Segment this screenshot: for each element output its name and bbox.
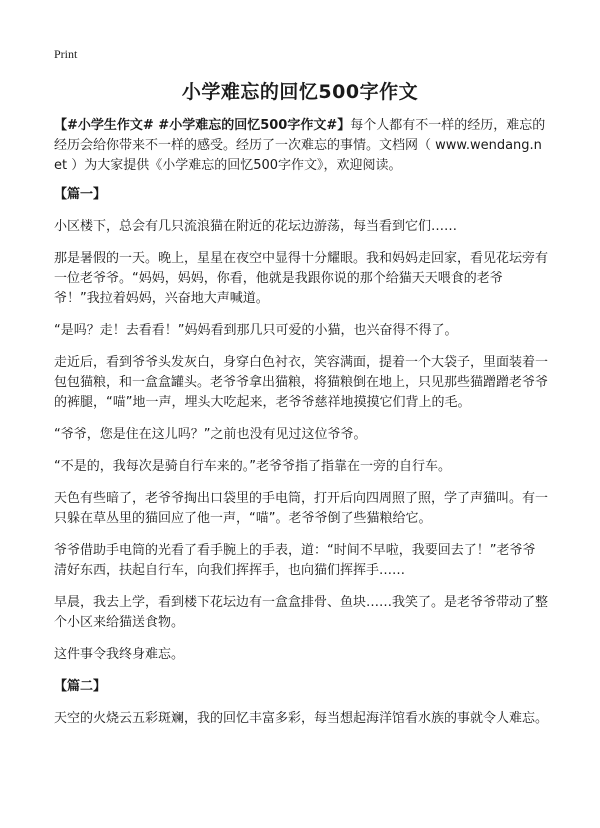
section-heading-1: 【篇一】: [54, 187, 107, 202]
paragraph: “爷爷，您是住在这儿吗？”之前也没有见过这位爷爷。: [54, 427, 367, 442]
print-label[interactable]: Print: [54, 47, 78, 61]
paragraph: 天色有些暗了，老爷爷掏出口袋里的手电筒，打开后向四周照了照，学了声猫叫。有一只躲在草丛里的猫回应了他一声，“喵”。老爷爷倒了些猫粮给它。: [54, 491, 549, 526]
paragraph: “是吗？走！去看看！”妈妈看到那几只可爱的小猫，也兴奋得不得了。: [54, 323, 458, 338]
intro-tags: 【#小学生作文# #小学难忘的回忆500字作文#】: [54, 118, 351, 133]
paragraph: 这件事令我终身难忘。: [54, 647, 185, 662]
article-body: [54, 116, 548, 741]
section-heading-2: 【篇二】: [54, 679, 107, 694]
paragraph: 爷爷借助手电筒的光看了看手腕上的手表，道：“时间不早啦，我要回去了！”老爷爷清好东西，扶起自行车，向我们挥挥手，也向猫们挥挥手……: [54, 543, 536, 578]
intro-paragraph: [54, 116, 548, 176]
page-title: 小学难忘的回忆500字作文: [181, 81, 419, 103]
paragraph: 走近后，看到爷爷头发灰白，身穿白色衬衣，笑容满面，提着一个大袋子，里面装着一包包猫粮，和一盒盒罐头。老爷爷拿出猫粮，将猫粮倒在地上，只见那些猫蹭蹭老爷爷的裤腿，“喵”地一声，埋头大吃起来，老爷爷慈祥地摸摸它们背上的毛。: [54, 355, 549, 410]
paragraph: 那是暑假的一天。晚上，星星在夜空中显得十分耀眼。我和妈妈走回家，看见花坛旁有一位老爷爷。“妈妈，妈妈，你看，他就是我跟你说的那个给猫天天喂食的老爷爷！”我拉着妈妈，兴奋地大声喊道。: [54, 251, 549, 306]
paragraph: 小区楼下，总会有几只流浪猫在附近的花坛边游荡，每当看到它们……: [54, 219, 458, 234]
intro-text: 每个人都有不一样的经历，难忘的经历会给你带来不一样的感受。经历了一次难忘的事情。文档网（ www.wendang.net ）为大家提供《小学难忘的回忆500字作文》，欢迎阅读。: [54, 118, 546, 173]
paragraph: 天空的火烧云五彩斑斓，我的回忆丰富多彩，每当想起海洋馆看水族的事就令人难忘。: [54, 711, 549, 726]
paragraph: 早晨，我去上学，看到楼下花坛边有一盒盒排骨、鱼块……我笑了。是老爷爷带动了整个小区来给猫送食物。: [54, 595, 549, 630]
paragraph: “不是的，我每次是骑自行车来的。”老爷爷指了指靠在一旁的自行车。: [54, 459, 451, 474]
